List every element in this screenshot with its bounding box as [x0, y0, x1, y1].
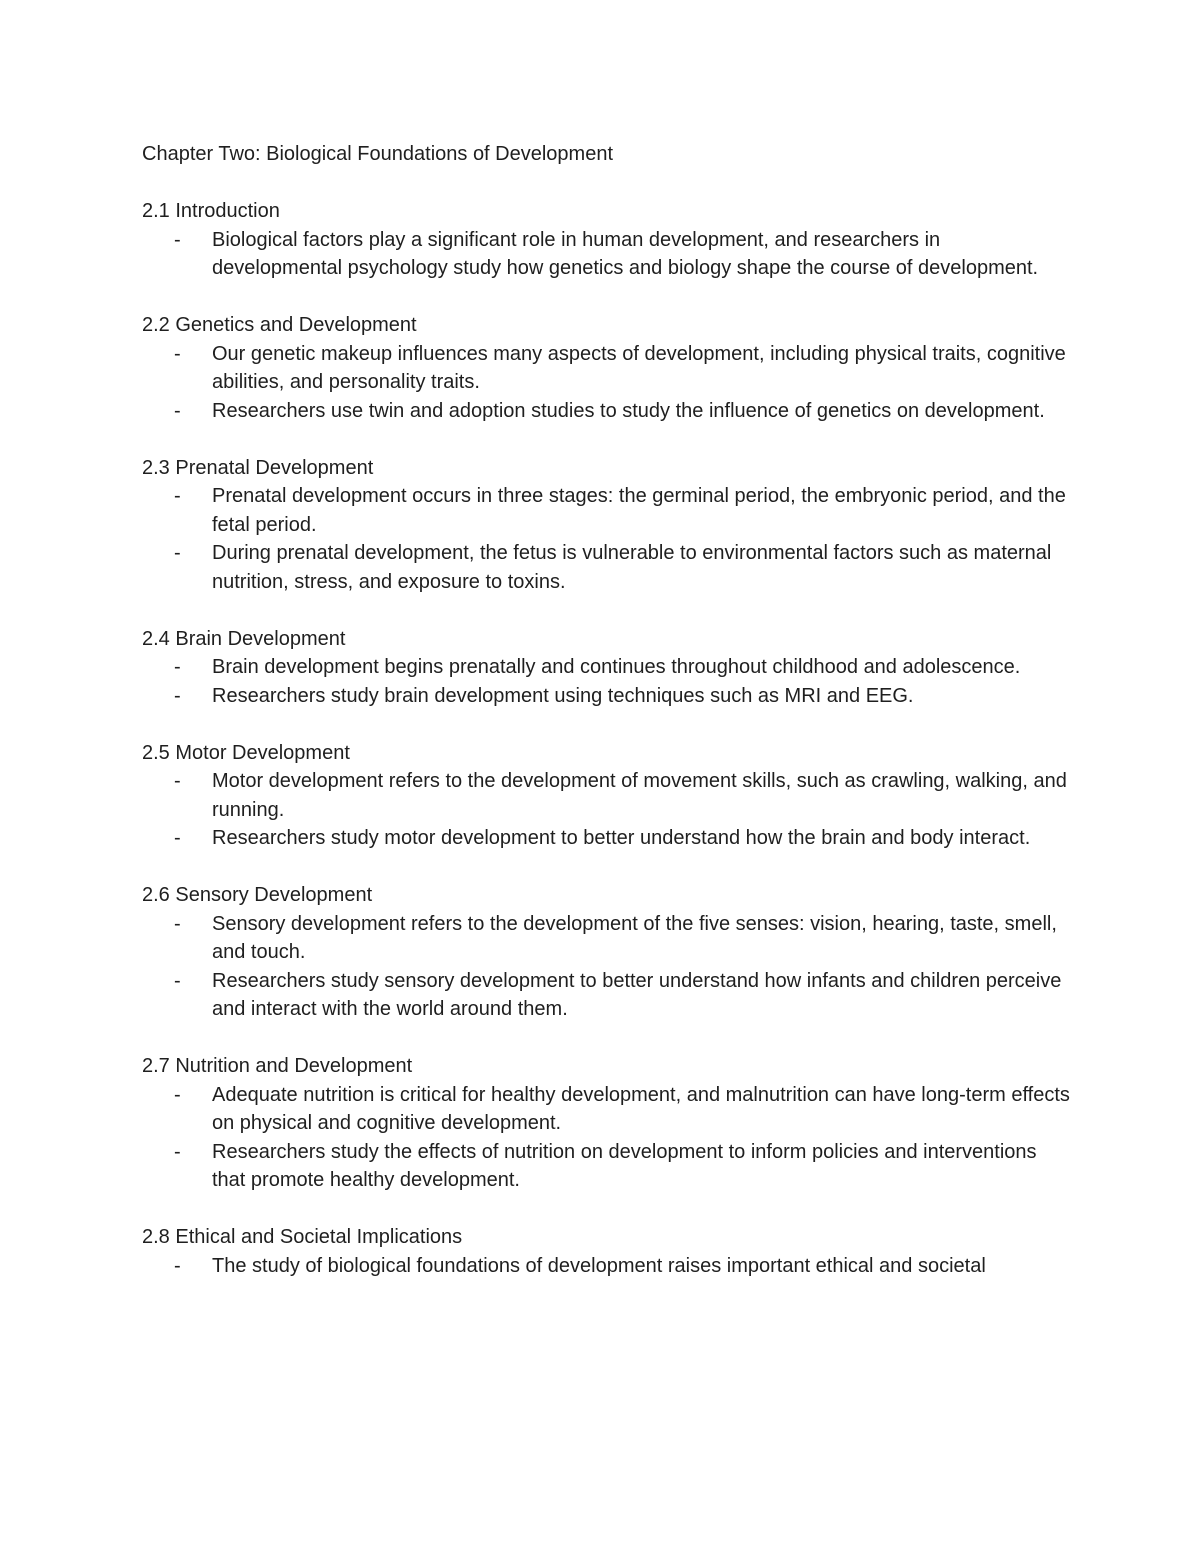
sections-container — [142, 197, 1072, 1280]
bullet-list — [142, 1252, 1072, 1281]
bullet-text: Biological factors play a significant role in human development, and researchers in developmental psychology study how genetics and biology shape the course of development. — [212, 228, 1039, 279]
bullet-dash: - — [174, 228, 181, 251]
bullet-dash: - — [174, 1083, 181, 1106]
bullet-list — [142, 767, 1072, 853]
bullet-text: Adequate nutrition is critical for healthy development, and malnutrition can have long-term effects on physical and cognitive development. — [212, 1083, 1070, 1134]
section-heading: 2.3 Prenatal Development — [142, 456, 374, 479]
bullet-text: Brain development begins prenatally and continues throughout childhood and adolescence. — [212, 656, 1021, 678]
list-item — [142, 539, 1072, 596]
bullet-dash: - — [174, 1140, 181, 1163]
bullet-list — [142, 482, 1072, 596]
section — [142, 625, 1072, 711]
bullet-dash: - — [174, 827, 181, 849]
document-title: Chapter Two: Biological Foundations of Development — [142, 143, 614, 165]
bullet-text: Prenatal development occurs in three stages: the germinal period, the embryonic period, and the fetal period. — [212, 485, 1066, 536]
bullet-dash: - — [174, 656, 181, 678]
bullet-dash: - — [174, 1254, 181, 1277]
bullet-list — [142, 653, 1072, 710]
list-item — [142, 397, 1072, 426]
section-heading: 2.8 Ethical and Societal Implications — [142, 1226, 463, 1248]
bullet-text: Researchers use twin and adoption studies to study the influence of genetics on development. — [212, 399, 1045, 422]
bullet-list — [142, 910, 1072, 1024]
section-heading: 2.4 Brain Development — [142, 627, 346, 650]
section — [142, 881, 1072, 1024]
bullet-text: Our genetic makeup influences many aspects of development, including physical traits, cognitive abilities, and personality traits. — [212, 342, 1066, 393]
section — [142, 1052, 1072, 1195]
bullet-text: Researchers study motor development to better understand how the brain and body interact. — [212, 827, 1031, 849]
list-item — [142, 340, 1072, 397]
list-item — [142, 910, 1072, 967]
bullet-dash: - — [174, 399, 181, 422]
bullet-dash: - — [174, 969, 181, 992]
bullet-dash: - — [174, 342, 181, 365]
list-item — [142, 1138, 1072, 1195]
bullet-text: Researchers study sensory development to better understand how infants and children perceive and interact with the world around them. — [212, 969, 1062, 1020]
section — [142, 739, 1072, 853]
bullet-dash: - — [174, 684, 181, 707]
bullet-list — [142, 340, 1072, 426]
section — [142, 197, 1072, 283]
bullet-text: Researchers study brain development using techniques such as MRI and EEG. — [212, 684, 914, 707]
bullet-dash: - — [174, 912, 181, 935]
bullet-text: Sensory development refers to the development of the five senses: vision, hearing, taste, smell, and touch. — [212, 912, 1057, 963]
section — [142, 454, 1072, 597]
bullet-dash: - — [174, 542, 181, 564]
list-item — [142, 682, 1072, 711]
list-item — [142, 767, 1072, 824]
bullet-dash: - — [174, 770, 181, 792]
list-item — [142, 824, 1072, 853]
bullet-list — [142, 226, 1072, 283]
bullet-dash: - — [174, 485, 181, 507]
bullet-text: The study of biological foundations of development raises important ethical and societal — [212, 1254, 986, 1277]
list-item — [142, 1081, 1072, 1138]
section — [142, 1223, 1072, 1280]
bullet-text: Motor development refers to the development of movement skills, such as crawling, walking, and running. — [212, 770, 1067, 821]
bullet-text: During prenatal development, the fetus is vulnerable to environmental factors such as maternal nutrition, stress, and exposure to toxins. — [212, 542, 1052, 593]
list-item — [142, 226, 1072, 283]
section-heading: 2.7 Nutrition and Development — [142, 1055, 413, 1077]
bullet-text: Researchers study the effects of nutrition on development to inform policies and interventions that promote healthy development. — [212, 1140, 1037, 1191]
list-item — [142, 653, 1072, 682]
list-item — [142, 482, 1072, 539]
list-item — [142, 967, 1072, 1024]
document-page — [142, 140, 1072, 1309]
section-heading: 2.6 Sensory Development — [142, 884, 373, 906]
section-heading: 2.5 Motor Development — [142, 741, 350, 764]
bullet-list — [142, 1081, 1072, 1195]
list-item — [142, 1252, 1072, 1281]
section-heading: 2.1 Introduction — [142, 200, 280, 222]
section-heading: 2.2 Genetics and Development — [142, 314, 417, 336]
section — [142, 311, 1072, 425]
